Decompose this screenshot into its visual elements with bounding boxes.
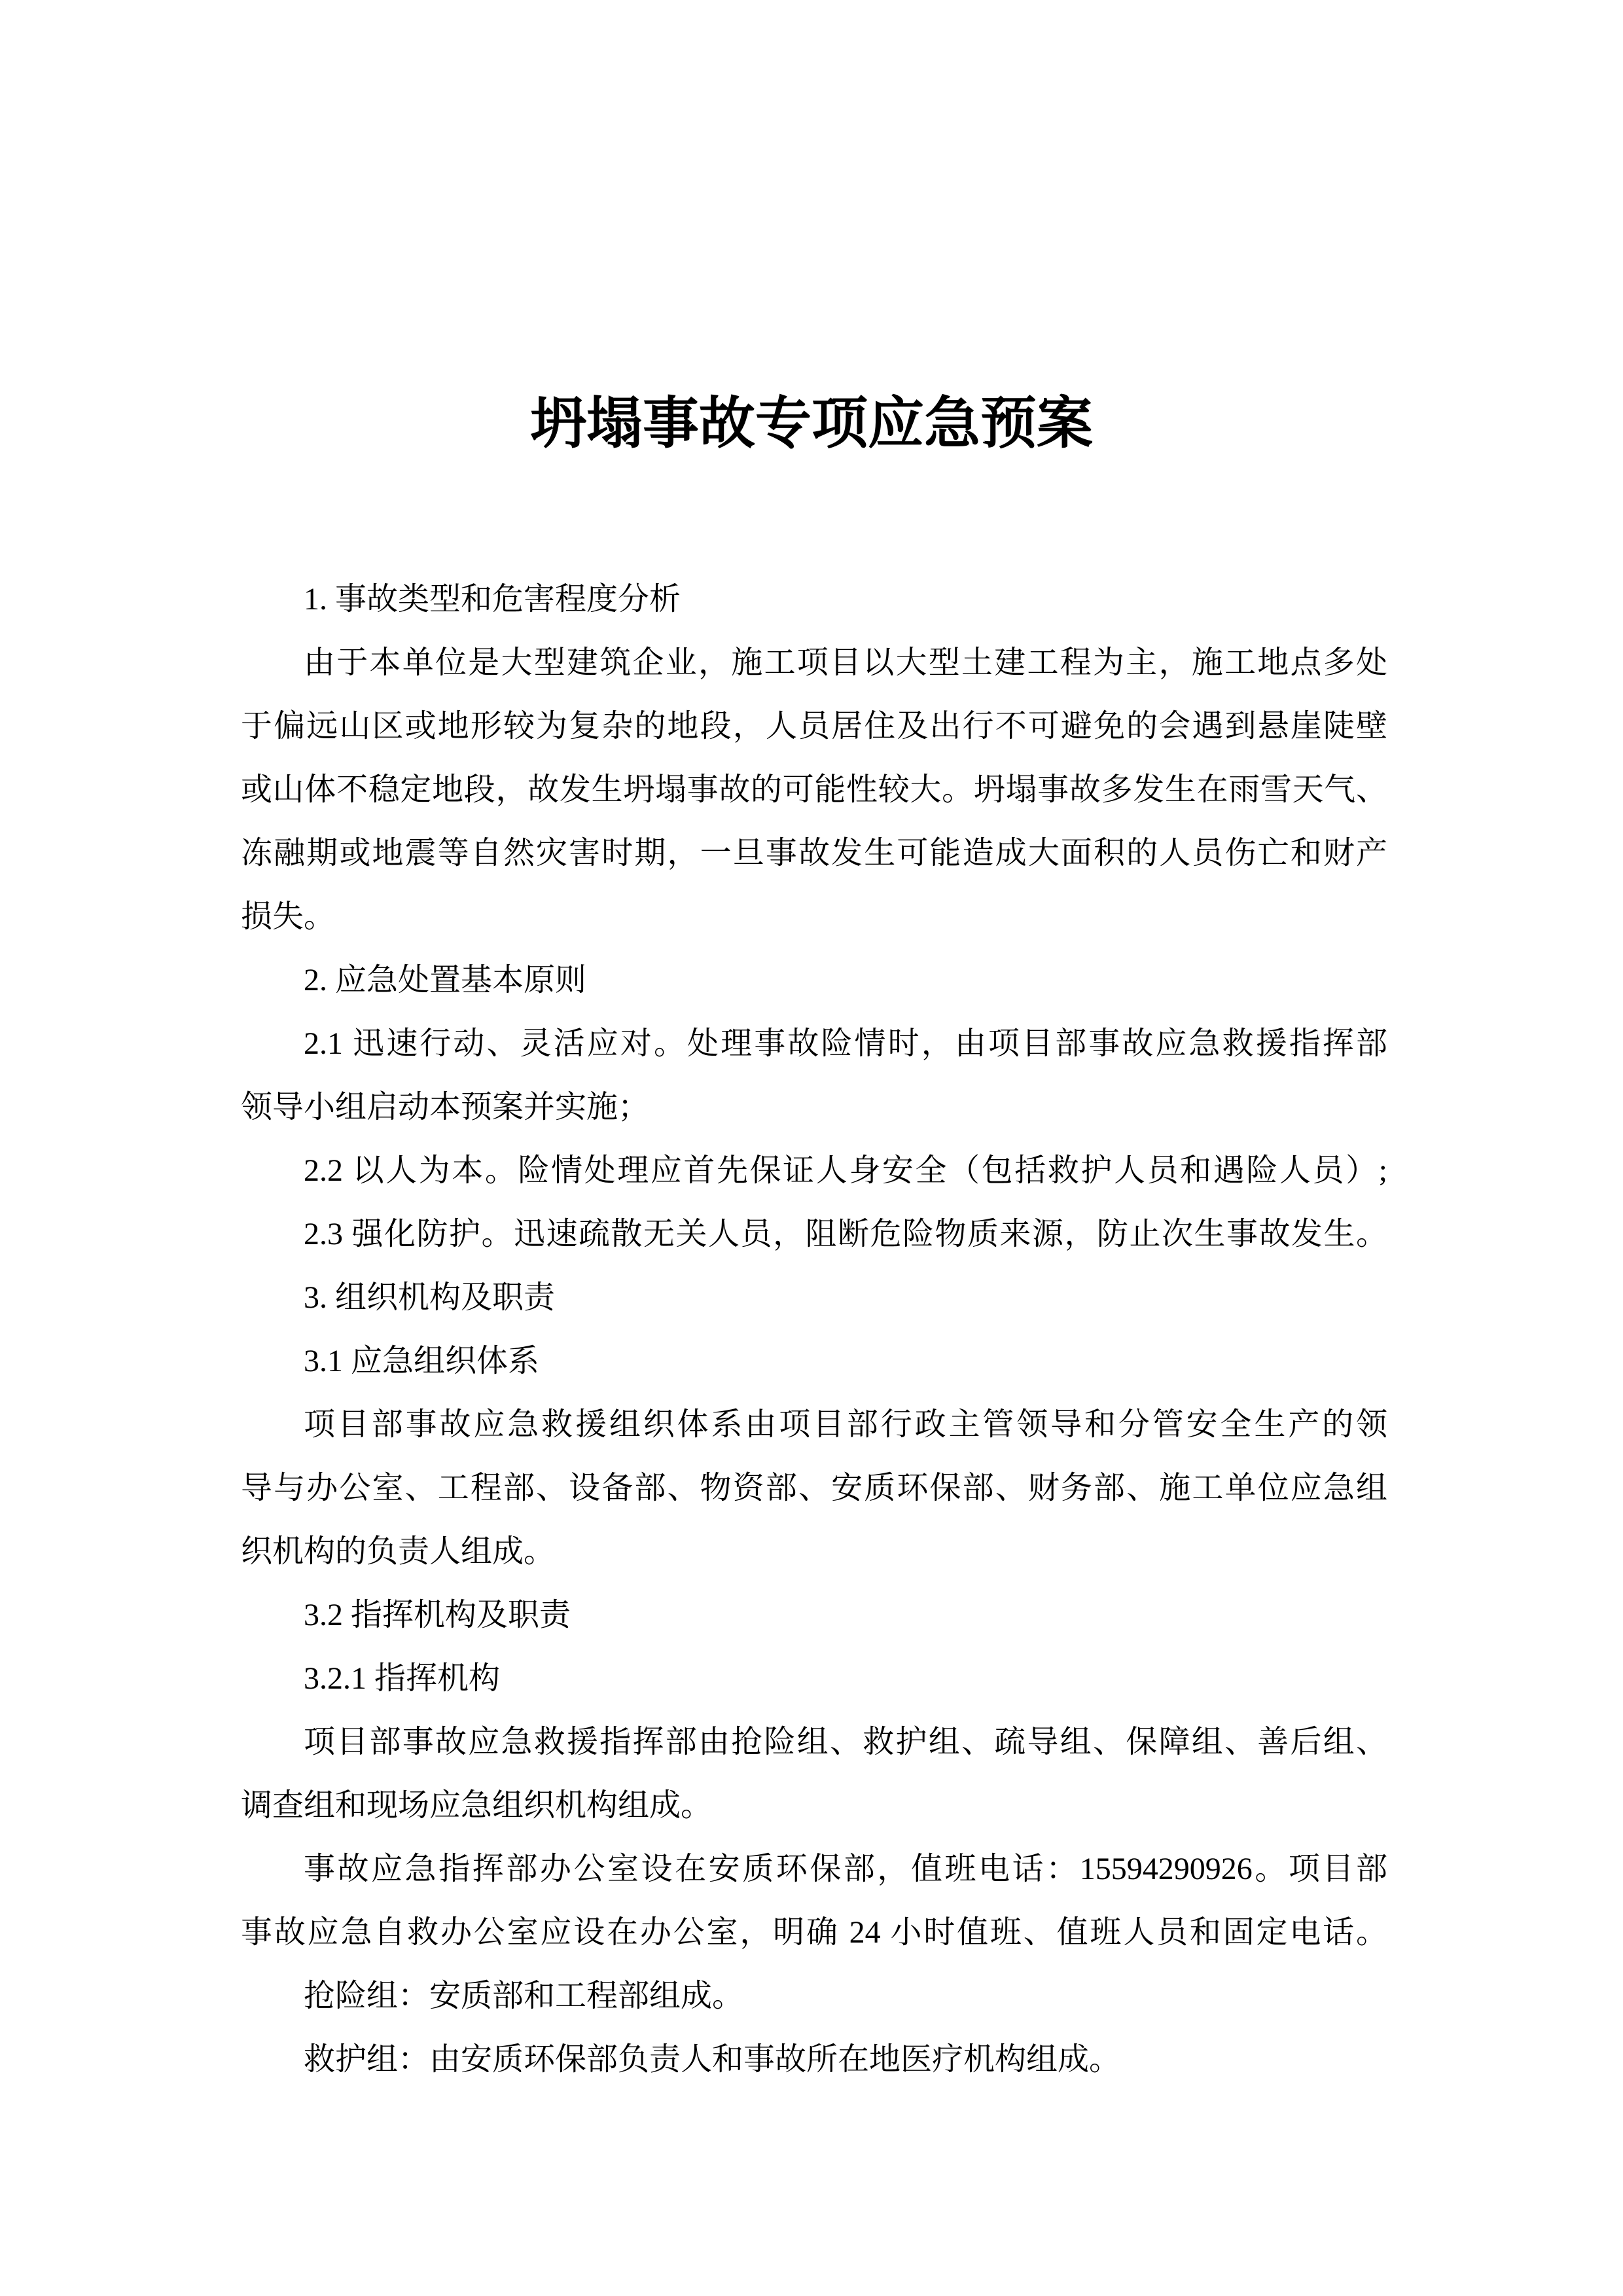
document-body [0, 567, 1623, 2091]
paragraph-command-line-1: 项目部事故应急救援指挥部由抢险组、救护组、疏导组、保障组、善后组、 [304, 1725, 1387, 1759]
paragraph-analysis-line-5: 损失。 [241, 899, 336, 934]
paragraph-office-line-2: 事故应急自救办公室应设在办公室，明确 24 小时值班、值班人员和固定电话。 [241, 1915, 1387, 1950]
item-2-2-line: 2.2 以人为本。险情处理应首先保证人身安全（包括救护人员和遇险人员）; [304, 1153, 1387, 1188]
section-2-heading: 2. 应急处置基本原则 [304, 963, 587, 997]
paragraph-org-line-2: 导与办公室、工程部、设备部、物资部、安质环保部、财务部、施工单位应急组 [241, 1471, 1387, 1505]
section-1-heading: 1. 事故类型和危害程度分析 [304, 582, 681, 617]
paragraph-analysis-line-1: 由于本单位是大型建筑企业，施工项目以大型土建工程为主，施工地点多处 [304, 645, 1387, 680]
paragraph-analysis-line-3: 或山体不稳定地段，故发生坍塌事故的可能性较大。坍塌事故多发生在雨雪天气、 [241, 772, 1387, 807]
document-title: 坍塌事故专项应急预案 [530, 392, 1093, 455]
item-2-1-line-2: 领导小组启动本预案并实施； [241, 1090, 650, 1124]
paragraph-medical-team-line: 救护组：由安质环保部负责人和事故所在地医疗机构组成。 [304, 2042, 1121, 2077]
paragraph-office-line-1: 事故应急指挥部办公室设在安质环保部，值班电话：15594290926。项目部 [304, 1852, 1387, 1886]
section-3-2-heading: 3.2 指挥机构及职责 [304, 1598, 571, 1632]
paragraph-org-line-1: 项目部事故应急救援组织体系由项目部行政主管领导和分管安全生产的领 [304, 1407, 1387, 1442]
paragraph-command-line-2: 调查组和现场应急组织机构组成。 [241, 1788, 713, 1823]
section-3-heading: 3. 组织机构及职责 [304, 1280, 556, 1315]
paragraph-analysis-line-4: 冻融期或地震等自然灾害时期，一旦事故发生可能造成大面积的人员伤亡和财产 [241, 836, 1387, 870]
paragraph-rescue-team-line: 抢险组：安质部和工程部组成。 [304, 1979, 744, 2013]
paragraph-org-line-3: 织机构的负责人组成。 [241, 1534, 556, 1569]
item-2-1-line-1: 2.1 迅速行动、灵活应对。处理事故险情时，由项目部事故应急救援指挥部 [304, 1026, 1387, 1061]
item-2-3-line: 2.3 强化防护。迅速疏散无关人员，阻断危险物质来源，防止次生事故发生。 [304, 1217, 1387, 1251]
paragraph-analysis-line-2: 于偏远山区或地形较为复杂的地段，人员居住及出行不可避免的会遇到悬崖陡壁 [241, 709, 1387, 744]
section-3-2-1-heading: 3.2.1 指挥机构 [304, 1661, 501, 1696]
section-3-1-heading: 3.1 应急组织体系 [304, 1344, 540, 1378]
